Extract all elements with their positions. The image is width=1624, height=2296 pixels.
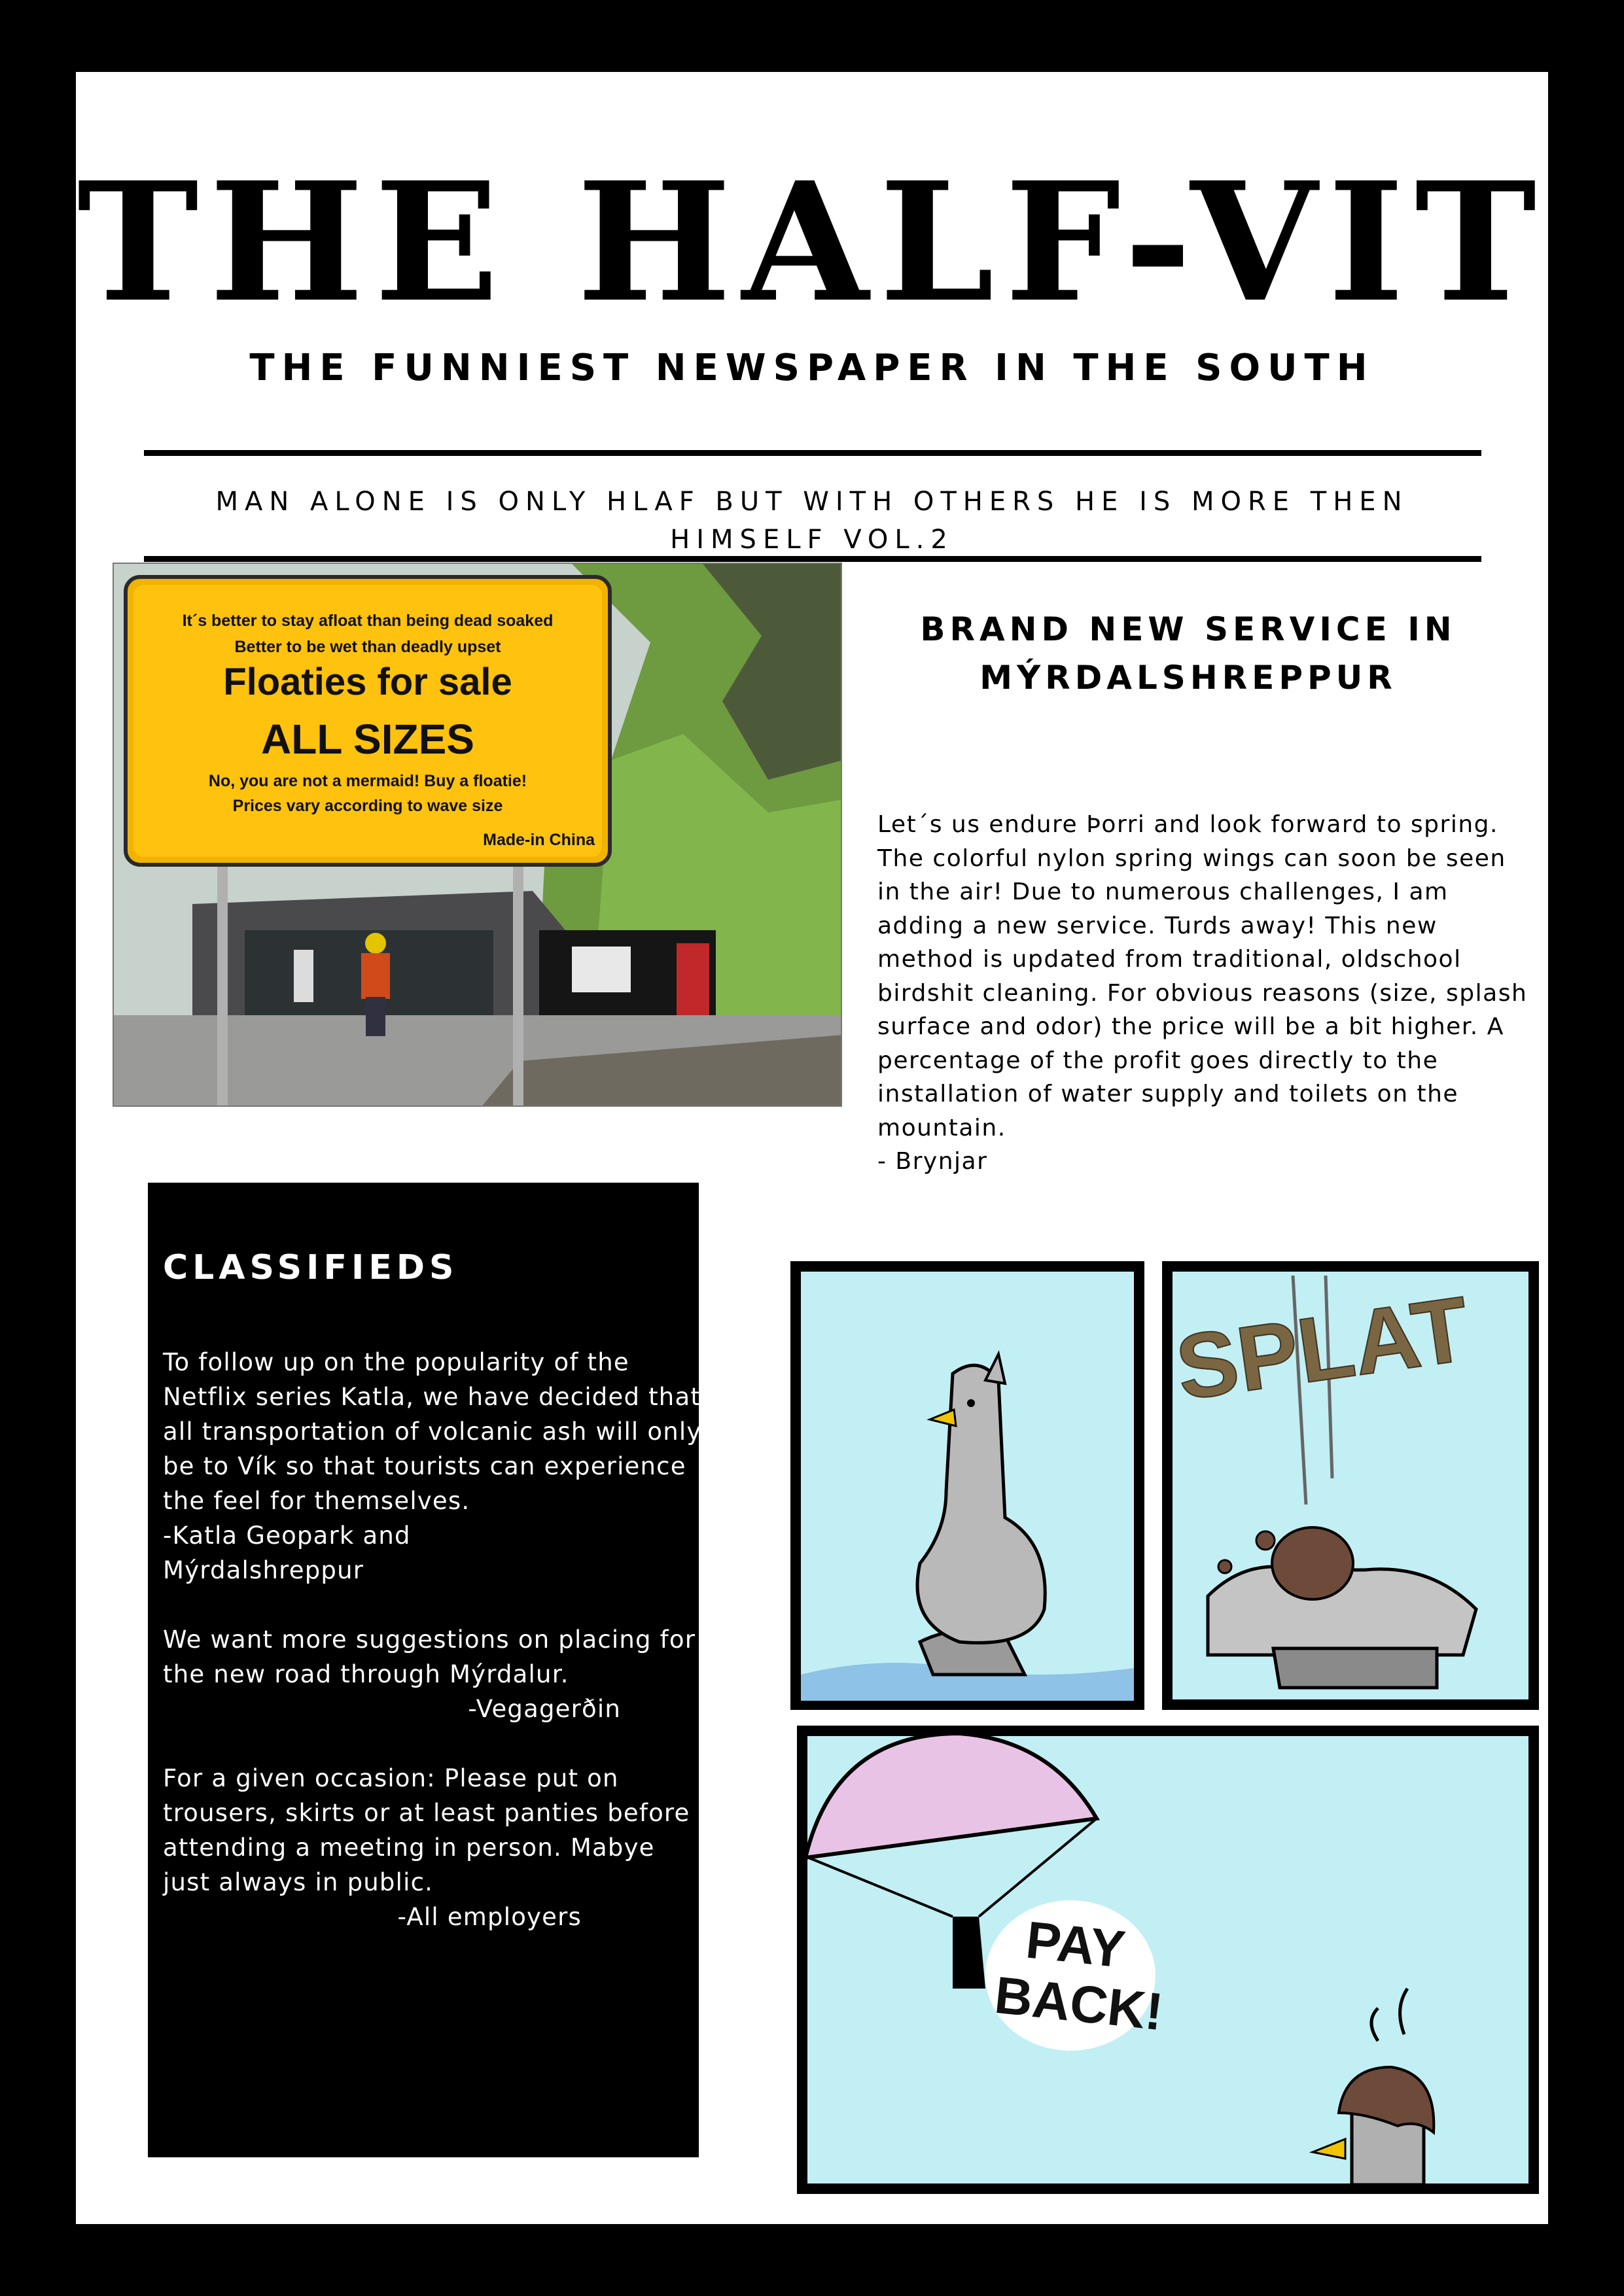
sign-line-4: ALL SIZES [261, 716, 474, 763]
classified-ad-1: To follow up on the popularity of the Netflix series Katla, we have decided that all transportation of volcanic ash will only be to Vík so that tourists can experience the feel for themselves. [163, 1348, 702, 1515]
article-author: - Brynjar [877, 1148, 988, 1175]
classified-ad-1-signature: -Katla Geopark and Mýrdalshreppur [163, 1522, 411, 1584]
speech-line-1: PAY [1023, 1910, 1128, 1979]
classified-ad-3: For a given occasion: Please put on trousers, skirts or at least panties before attending a meeting in person. Mabye just always in public. [163, 1764, 690, 1896]
sign-line-5: No, you are not a mermaid! Buy a floatie! [208, 772, 527, 790]
tagline: THE FUNNIEST NEWSPAPER IN THE SOUTH [249, 347, 1375, 389]
comic-strip [789, 1256, 1542, 2211]
newspaper-page [76, 72, 1548, 2224]
sign-line-1: It´s better to stay afloat than being dead soaked [182, 612, 554, 630]
classifieds-title: CLASSIFIEDS [163, 1248, 459, 1287]
sign-line-6: Prices vary according to wave size [232, 797, 503, 815]
classified-ad-3-signature: -All employers [397, 1903, 582, 1931]
sign-line-3: Floaties for sale [223, 661, 512, 703]
article-story [877, 808, 1532, 1179]
spacer [163, 1726, 706, 1761]
masthead-title: THE HALF-VIT [77, 146, 1547, 338]
sign-line-2: Better to be wet than deadly upset [234, 638, 501, 656]
comic-illustration [789, 1256, 1542, 2211]
motto: MAN ALONE IS ONLY HLAF BUT WITH OTHERS HE IS MORE THEN HIMSELF VOL.2 [215, 487, 1409, 555]
classified-ad-2-signature: -Vegagerðin [468, 1695, 621, 1723]
classifieds-box [148, 1183, 702, 2157]
classified-ad-2: We want more suggestions on placing for the new road through Mýrdalur. [163, 1626, 696, 1688]
photo-illustration [114, 564, 842, 1107]
floaties-sign-photo [113, 563, 842, 1107]
sign-line-7: Made-in China [483, 831, 595, 849]
bottom-rule [144, 556, 1481, 562]
top-rule [144, 450, 1481, 456]
article-body: Let´s us endure Þorri and look forward to spring. The colorful nylon spring wings can soon be seen in the air! Due to numerous challenges, I am adding a new service. Turds away! This new method is updated from traditional, oldschool birdshit cleaning. For obvious reasons (size, splash surface and odor) the price will be a bit higher. A percentage of the profit goes directly to the installation of water supply and toilets on the mountain. [877, 811, 1528, 1141]
spacer [163, 1588, 706, 1622]
article-headline: BRAND NEW SERVICE IN MÝRDALSHREPPUR [920, 610, 1456, 697]
splat-sfx: SPLAT [1170, 1276, 1475, 1419]
speech-line-2: BACK! [992, 1965, 1166, 2042]
classifieds-body [163, 1345, 706, 1934]
